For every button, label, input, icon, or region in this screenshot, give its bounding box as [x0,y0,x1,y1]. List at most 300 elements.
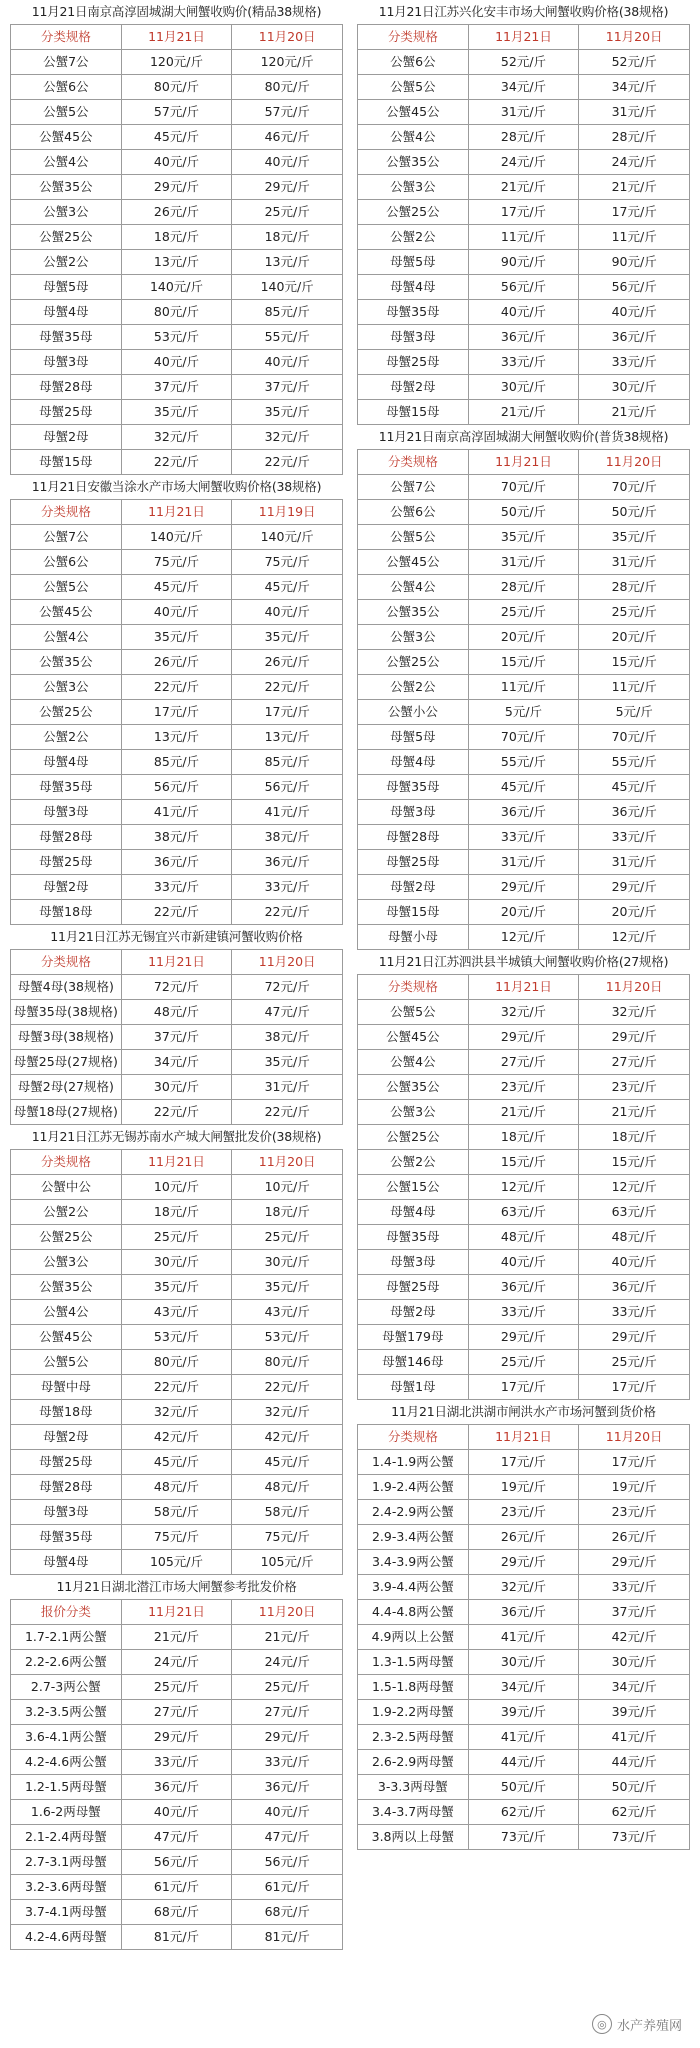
table-row [11,1850,343,1875]
price-cell: 120元/斤 [121,50,232,75]
price-cell: 35元/斤 [121,625,232,650]
spec-cell: 1.4-1.9两公蟹 [358,1450,469,1475]
table-row [11,450,343,475]
table-row [358,1725,690,1750]
price-cell: 40元/斤 [232,350,343,375]
spec-cell: 母蟹5母 [358,725,469,750]
table-row [358,600,690,625]
price-cell: 22元/斤 [232,675,343,700]
price-table-block [10,0,343,475]
spec-cell: 母蟹中母 [11,1375,122,1400]
price-cell: 40元/斤 [121,150,232,175]
price-table-block [357,1400,690,1850]
price-cell: 30元/斤 [121,1250,232,1275]
spec-cell: 公蟹25公 [358,200,469,225]
price-cell: 29元/斤 [232,1725,343,1750]
table-row [11,50,343,75]
price-cell: 36元/斤 [121,850,232,875]
table-row [11,700,343,725]
table-row [358,1025,690,1050]
price-cell: 13元/斤 [232,725,343,750]
spec-cell: 2.3-2.5两母蟹 [358,1725,469,1750]
spec-cell: 3.4-3.9两公蟹 [358,1550,469,1575]
table-row [358,525,690,550]
price-cell: 21元/斤 [121,1625,232,1650]
price-cell: 41元/斤 [579,1725,690,1750]
price-cell: 12元/斤 [468,925,579,950]
table-row [358,750,690,775]
table-row [358,300,690,325]
table-title: 11月21日江苏无锡苏南水产城大闸蟹批发价(38规格) [31,1129,322,1144]
spec-cell: 母蟹4母 [358,750,469,775]
spec-cell: 母蟹1母 [358,1375,469,1400]
price-cell: 22元/斤 [121,1100,232,1125]
spec-cell: 母蟹28母 [358,825,469,850]
spec-cell: 公蟹3公 [11,1250,122,1275]
spec-cell: 母蟹3母 [11,800,122,825]
table-row [358,675,690,700]
price-cell: 40元/斤 [579,1250,690,1275]
price-cell: 28元/斤 [468,125,579,150]
table-row [11,1400,343,1425]
spec-cell: 母蟹18母(27规格) [11,1100,122,1125]
column-header: 11月21日 [468,25,579,50]
spec-cell: 公蟹4公 [11,1300,122,1325]
table-row [358,1800,690,1825]
table-row [358,500,690,525]
price-cell: 22元/斤 [232,1375,343,1400]
table-row [358,1700,690,1725]
price-cell: 50元/斤 [579,500,690,525]
table-row [358,50,690,75]
price-cell: 48元/斤 [121,1000,232,1025]
spec-cell: 公蟹35公 [358,1075,469,1100]
table-row [358,275,690,300]
price-cell: 21元/斤 [468,175,579,200]
table-row [358,850,690,875]
table-row [11,150,343,175]
price-cell: 26元/斤 [468,1525,579,1550]
price-cell: 33元/斤 [579,1300,690,1325]
table-row [11,775,343,800]
price-cell: 25元/斤 [121,1225,232,1250]
price-cell: 37元/斤 [121,375,232,400]
column-header: 11月21日 [121,25,232,50]
price-cell: 57元/斤 [121,100,232,125]
price-cell: 19元/斤 [468,1475,579,1500]
table-row [11,1750,343,1775]
price-cell: 20元/斤 [468,900,579,925]
price-cell: 31元/斤 [579,850,690,875]
price-cell: 21元/斤 [579,1100,690,1125]
price-table-block [357,0,690,425]
price-cell: 43元/斤 [232,1300,343,1325]
table-row [11,1025,343,1050]
price-cell: 36元/斤 [232,850,343,875]
table-row [358,1550,690,1575]
price-cell: 33元/斤 [121,1750,232,1775]
price-cell: 34元/斤 [468,75,579,100]
spec-cell: 公蟹2公 [358,675,469,700]
table-row [358,1225,690,1250]
price-cell: 29元/斤 [468,1550,579,1575]
table-row [11,1375,343,1400]
price-cell: 52元/斤 [579,50,690,75]
price-cell: 56元/斤 [121,775,232,800]
price-cell: 22元/斤 [121,900,232,925]
spec-cell: 3.4-3.7两母蟹 [358,1800,469,1825]
price-cell: 36元/斤 [468,800,579,825]
table-row [358,350,690,375]
spec-cell: 公蟹25公 [11,225,122,250]
price-cell: 24元/斤 [468,150,579,175]
price-cell: 68元/斤 [121,1900,232,1925]
price-cell: 80元/斤 [121,300,232,325]
table-row [358,150,690,175]
column-header: 分类规格 [358,25,469,50]
spec-cell: 母蟹4母 [11,750,122,775]
spec-cell: 母蟹35母 [358,1225,469,1250]
price-cell: 13元/斤 [121,725,232,750]
price-cell: 31元/斤 [468,100,579,125]
spec-cell: 母蟹2母 [358,375,469,400]
price-cell: 32元/斤 [468,1000,579,1025]
price-cell: 17元/斤 [579,1450,690,1475]
spec-cell: 公蟹5公 [11,575,122,600]
spec-cell: 公蟹4公 [358,575,469,600]
table-row [11,625,343,650]
spec-cell: 母蟹35母 [11,775,122,800]
price-cell: 20元/斤 [579,900,690,925]
price-cell: 48元/斤 [121,1475,232,1500]
price-cell: 22元/斤 [232,450,343,475]
price-cell: 31元/斤 [468,550,579,575]
price-cell: 20元/斤 [468,625,579,650]
table-row [358,1075,690,1100]
price-cell: 53元/斤 [232,1325,343,1350]
table-row [11,1325,343,1350]
price-cell: 17元/斤 [468,1375,579,1400]
table-row [11,1550,343,1575]
spec-cell: 公蟹2公 [11,250,122,275]
price-cell: 25元/斤 [468,1350,579,1375]
table-row [358,1175,690,1200]
price-cell: 55元/斤 [468,750,579,775]
spec-cell: 母蟹35母 [11,1525,122,1550]
price-cell: 33元/斤 [232,1750,343,1775]
spec-cell: 母蟹3母(38规格) [11,1025,122,1050]
column-header: 分类规格 [11,1150,122,1175]
price-cell: 40元/斤 [232,150,343,175]
spec-cell: 母蟹179母 [358,1325,469,1350]
price-cell: 33元/斤 [468,350,579,375]
price-cell: 70元/斤 [579,725,690,750]
price-cell: 33元/斤 [579,825,690,850]
table-row [11,1525,343,1550]
table-header-row [358,1425,690,1450]
price-cell: 48元/斤 [579,1225,690,1250]
price-cell: 55元/斤 [579,750,690,775]
price-cell: 58元/斤 [232,1500,343,1525]
price-cell: 56元/斤 [232,775,343,800]
price-cell: 70元/斤 [468,475,579,500]
price-cell: 32元/斤 [121,1400,232,1425]
price-cell: 39元/斤 [468,1700,579,1725]
price-cell: 33元/斤 [468,1300,579,1325]
price-cell: 15元/斤 [468,650,579,675]
price-cell: 24元/斤 [579,150,690,175]
price-cell: 41元/斤 [468,1625,579,1650]
table-row [11,1825,343,1850]
price-cell: 21元/斤 [468,400,579,425]
table-row [11,1700,343,1725]
price-cell: 46元/斤 [232,125,343,150]
price-cell: 18元/斤 [232,225,343,250]
price-cell: 45元/斤 [468,775,579,800]
price-cell: 70元/斤 [468,725,579,750]
spec-cell: 1.6-2两母蟹 [11,1800,122,1825]
spec-cell: 母蟹18母 [11,900,122,925]
price-cell: 50元/斤 [579,1775,690,1800]
table-row [358,1475,690,1500]
price-cell: 40元/斤 [468,1250,579,1275]
price-cell: 15元/斤 [468,1150,579,1175]
spec-cell: 公蟹45公 [358,100,469,125]
table-row [358,1575,690,1600]
price-cell: 27元/斤 [468,1050,579,1075]
table-row [11,1775,343,1800]
price-cell: 23元/斤 [579,1500,690,1525]
price-cell: 17元/斤 [468,200,579,225]
price-cell: 36元/斤 [232,1775,343,1800]
price-cell: 45元/斤 [579,775,690,800]
spec-cell: 公蟹5公 [358,75,469,100]
price-cell: 32元/斤 [121,425,232,450]
spec-cell: 公蟹6公 [358,50,469,75]
table-row [11,1450,343,1475]
spec-cell: 母蟹2母 [11,875,122,900]
price-cell: 27元/斤 [121,1700,232,1725]
price-cell: 48元/斤 [468,1225,579,1250]
watermark-text: 水产养殖网 [616,2018,682,2034]
spec-cell: 母蟹25母 [358,1275,469,1300]
spec-cell: 3.2-3.5两公蟹 [11,1700,122,1725]
spec-cell: 公蟹4公 [358,1050,469,1075]
table-row [11,1675,343,1700]
price-cell: 55元/斤 [232,325,343,350]
price-cell: 81元/斤 [232,1925,343,1950]
table-row [358,1100,690,1125]
price-cell: 42元/斤 [121,1425,232,1450]
column-header: 分类规格 [358,450,469,475]
table-row [11,250,343,275]
spec-cell: 公蟹25公 [11,700,122,725]
price-cell: 44元/斤 [468,1750,579,1775]
column-header: 11月20日 [232,1600,343,1625]
table-row [11,400,343,425]
column-header: 11月21日 [468,975,579,1000]
price-cell: 12元/斤 [579,925,690,950]
price-cell: 33元/斤 [232,875,343,900]
spec-cell: 1.2-1.5两母蟹 [11,1775,122,1800]
table-row [11,1425,343,1450]
table-row [358,475,690,500]
column-header: 11月21日 [468,1425,579,1450]
price-cell: 40元/斤 [121,1800,232,1825]
table-row [11,1300,343,1325]
price-cell: 41元/斤 [468,1725,579,1750]
price-cell: 28元/斤 [468,575,579,600]
price-cell: 24元/斤 [232,1650,343,1675]
spec-cell: 1.9-2.4两公蟹 [358,1475,469,1500]
table-row [11,525,343,550]
price-table [357,449,690,950]
price-cell: 75元/斤 [232,1525,343,1550]
spec-cell: 母蟹小母 [358,925,469,950]
spec-cell: 公蟹6公 [11,550,122,575]
price-cell: 29元/斤 [579,875,690,900]
table-row [11,1925,343,1950]
spec-cell: 母蟹5母 [11,275,122,300]
price-cell: 68元/斤 [232,1900,343,1925]
table-row [11,850,343,875]
spec-cell: 母蟹35母 [358,775,469,800]
price-cell: 75元/斤 [232,550,343,575]
price-cell: 62元/斤 [579,1800,690,1825]
price-cell: 34元/斤 [579,75,690,100]
price-cell: 38元/斤 [232,825,343,850]
table-row [11,1200,343,1225]
price-cell: 29元/斤 [579,1325,690,1350]
spec-cell: 公蟹35公 [11,175,122,200]
spec-cell: 母蟹15母 [358,900,469,925]
table-row [358,625,690,650]
table-row [11,900,343,925]
table-title: 11月21日江苏兴化安丰市场大闸蟹收购价格(38规格) [378,4,669,19]
column-header: 分类规格 [358,975,469,1000]
table-row [11,1275,343,1300]
price-cell: 35元/斤 [232,400,343,425]
price-cell: 47元/斤 [232,1825,343,1850]
table-row [358,200,690,225]
spec-cell: 3.2-3.6两母蟹 [11,1875,122,1900]
spec-cell: 公蟹2公 [358,1150,469,1175]
price-cell: 37元/斤 [121,1025,232,1050]
spec-cell: 公蟹15公 [358,1175,469,1200]
price-table-block [10,1125,343,1575]
price-cell: 31元/斤 [232,1075,343,1100]
table-row [11,1075,343,1100]
table-row [11,1250,343,1275]
spec-cell: 母蟹5母 [358,250,469,275]
column-header: 分类规格 [11,500,122,525]
spec-cell: 公蟹3公 [358,175,469,200]
table-row [358,800,690,825]
price-cell: 11元/斤 [579,675,690,700]
column-header: 11月19日 [232,500,343,525]
table-row [11,1050,343,1075]
price-cell: 23元/斤 [579,1075,690,1100]
table-row [11,275,343,300]
table-row [358,1300,690,1325]
price-cell: 34元/斤 [121,1050,232,1075]
column-header: 11月20日 [232,25,343,50]
spec-cell: 3.9-4.4两公蟹 [358,1575,469,1600]
table-row [358,225,690,250]
column-header: 11月20日 [232,950,343,975]
price-cell: 36元/斤 [468,1600,579,1625]
price-cell: 5元/斤 [468,700,579,725]
spec-cell: 4.9两以上公蟹 [358,1625,469,1650]
price-cell: 18元/斤 [121,1200,232,1225]
table-row [11,1475,343,1500]
price-cell: 15元/斤 [579,1150,690,1175]
table-row [11,425,343,450]
price-cell: 29元/斤 [121,1725,232,1750]
wechat-icon: ◎ [592,2014,612,2034]
price-cell: 27元/斤 [579,1050,690,1075]
spec-cell: 1.7-2.1两公蟹 [11,1625,122,1650]
spec-cell: 3.6-4.1两公蟹 [11,1725,122,1750]
price-table-block [10,925,343,1125]
table-row [358,550,690,575]
spec-cell: 公蟹2公 [11,725,122,750]
price-cell: 32元/斤 [232,425,343,450]
price-cell: 31元/斤 [468,850,579,875]
table-title: 11月21日湖北潜江市场大闸蟹参考批发价格 [56,1579,297,1594]
price-cell: 40元/斤 [121,350,232,375]
price-cell: 35元/斤 [121,1275,232,1300]
table-row [358,175,690,200]
table-row [11,800,343,825]
table-row [11,75,343,100]
spec-cell: 2.4-2.9两公蟹 [358,1500,469,1525]
spec-cell: 2.7-3.1两母蟹 [11,1850,122,1875]
spec-cell: 母蟹28母 [11,825,122,850]
spec-cell: 公蟹35公 [11,650,122,675]
spec-cell: 公蟹25公 [11,1225,122,1250]
table-row [11,1725,343,1750]
price-cell: 38元/斤 [232,1025,343,1050]
spec-cell: 母蟹2母 [358,875,469,900]
price-cell: 23元/斤 [468,1500,579,1525]
table-row [358,1750,690,1775]
price-cell: 140元/斤 [232,275,343,300]
price-cell: 140元/斤 [121,525,232,550]
table-row [358,650,690,675]
price-cell: 17元/斤 [579,200,690,225]
spec-cell: 母蟹4母 [11,300,122,325]
price-cell: 75元/斤 [121,1525,232,1550]
table-row [358,1275,690,1300]
price-cell: 40元/斤 [232,600,343,625]
spec-cell: 公蟹2公 [11,1200,122,1225]
spec-cell: 公蟹45公 [11,1325,122,1350]
spec-cell: 4.4-4.8两公蟹 [358,1600,469,1625]
price-cell: 53元/斤 [121,325,232,350]
table-title: 11月21日安徽当涂水产市场大闸蟹收购价格(38规格) [31,479,322,494]
spec-cell: 母蟹146母 [358,1350,469,1375]
table-header-row [11,1150,343,1175]
price-cell: 34元/斤 [468,1675,579,1700]
spec-cell: 1.5-1.8两母蟹 [358,1675,469,1700]
table-row [358,575,690,600]
table-row [11,1175,343,1200]
price-cell: 35元/斤 [232,1275,343,1300]
price-table [10,499,343,925]
price-cell: 41元/斤 [232,800,343,825]
price-cell: 39元/斤 [579,1700,690,1725]
